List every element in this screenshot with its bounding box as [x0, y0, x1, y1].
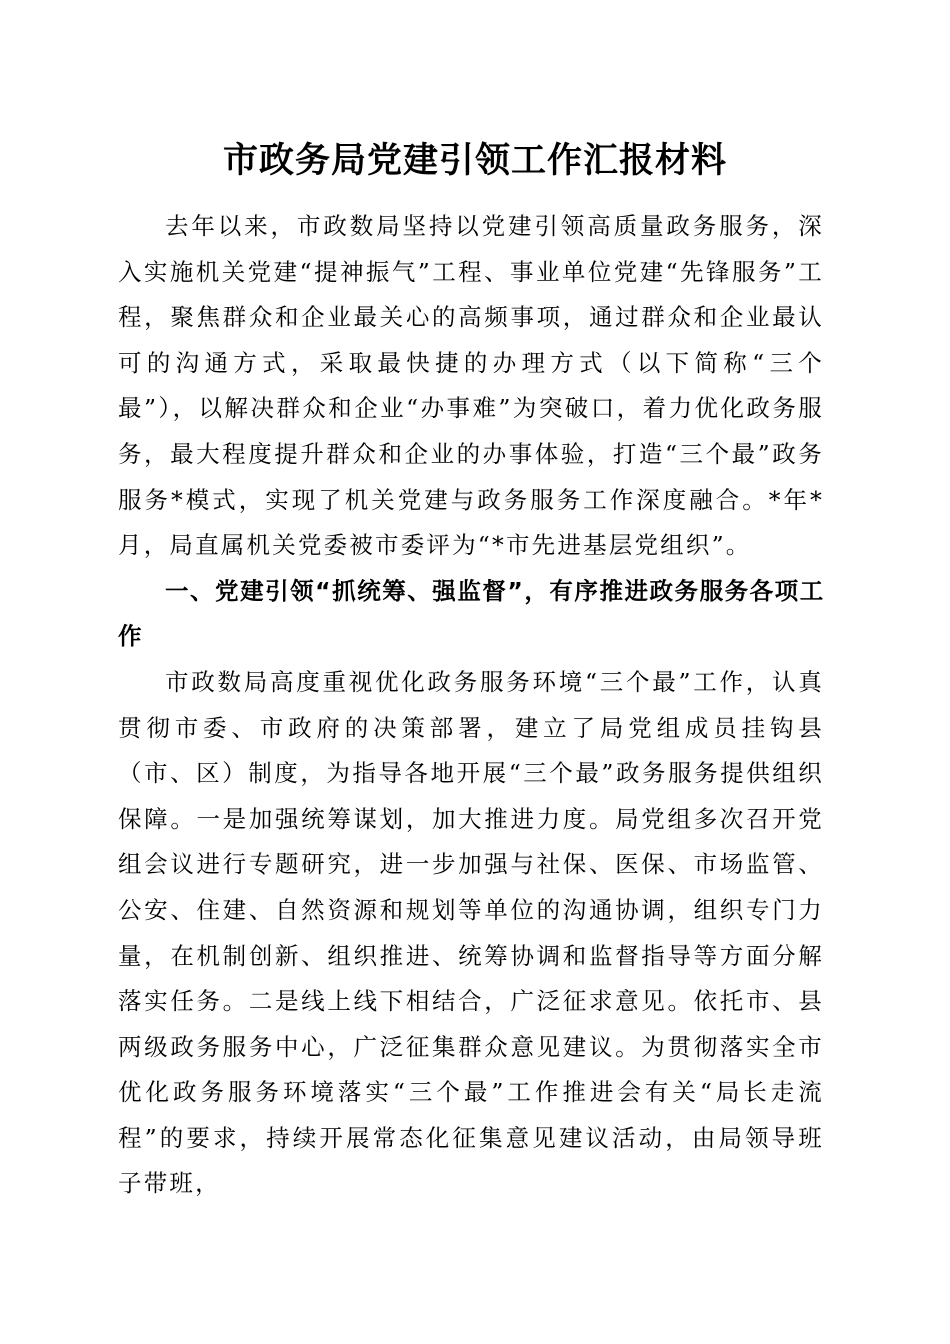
intro-paragraph: 去年以来，市政数局坚持以党建引领高质量政务服务，深入实施机关党建“提神振气”工程、事业单位党建“先锋服务”工程，聚焦群众和企业最关心的高频事项，通过群众和企业最认可的沟通方式，采取最快捷的办理方式（以下简称“三个最”），以解决群众和企业“办事难”为突破口，着力优化政务服务，最大程度提升群众和企业的办事体验，打造“三个最”政务服务*模式，实现了机关党建与政务服务工作深度融合。*年*月，局直属机关党委被市委评为“*市先进基层党组织”。 [118, 212, 824, 560]
section-1-paragraph: 市政数局高度重视优化政务服务环境“三个最”工作，认真贯彻市委、市政府的决策部署，建立了局党组成员挂钩县（市、区）制度，为指导各地开展“三个最”政务服务提供组织保障。一是加强统筹谋划，加大推进力度。局党组多次召开党组会议进行专题研究，进一步加强与社保、医保、市场监管、公安、住建、自然资源和规划等单位的沟通协调，组织专门力量，在机制创新、组织推进、统筹协调和监督指导等方面分解落实任务。二是线上线下相结合，广泛征求意见。依托市、县两级政务服务中心，广泛征集群众意见建议。为贯彻落实全市优化政务服务环境落实“三个最”工作推进会有关“局长走流程”的要求，持续开展常态化征集意见建议活动，由局领导班子带班， [118, 667, 824, 1198]
document-body [118, 204, 824, 1207]
section-heading-1: 一、党建引领“抓统筹、强监督”，有序推进政务服务各项工作 [118, 576, 824, 651]
document-title: 市政务局党建引领工作汇报材料 [222, 140, 727, 181]
